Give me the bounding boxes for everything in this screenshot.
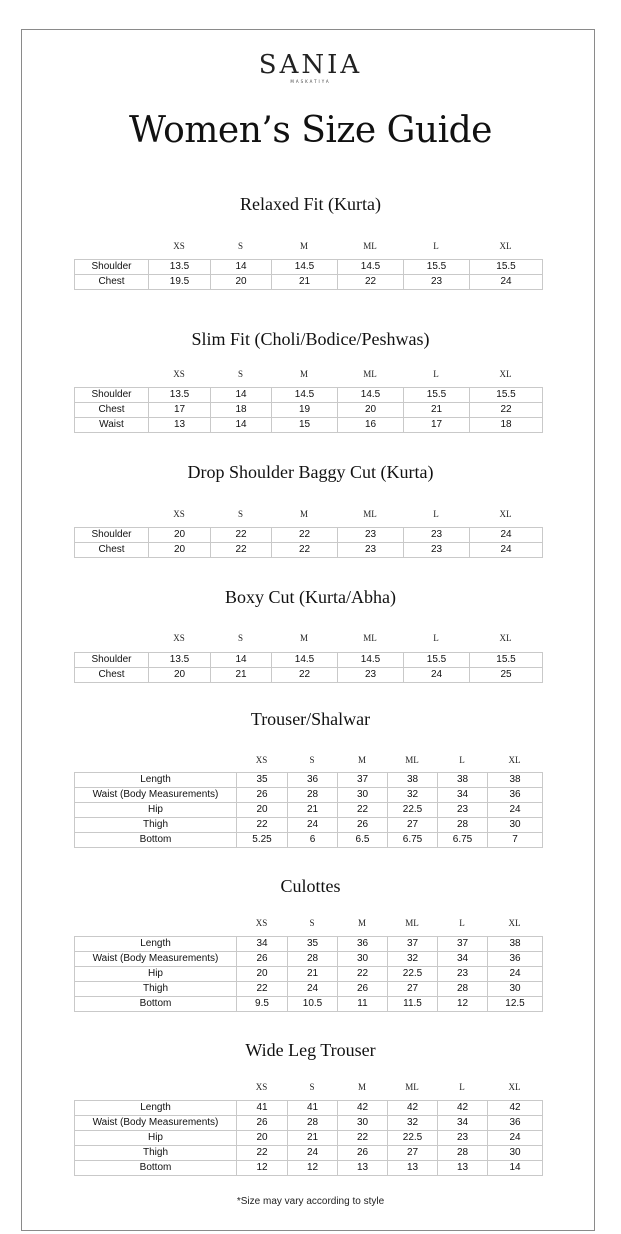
size-header: XL: [508, 755, 521, 765]
measurement-value: 23: [438, 1131, 488, 1146]
measurement-value: 22: [211, 528, 272, 543]
size-header: XS: [255, 918, 268, 928]
measurement-label: Bottom: [75, 997, 237, 1012]
measurement-value: 28: [438, 982, 488, 997]
measurement-value: 24: [404, 668, 470, 683]
measurement-value: 26: [237, 952, 288, 967]
measurement-value: 21: [404, 403, 470, 418]
measurement-value: 7: [488, 833, 543, 848]
size-header: S: [309, 1082, 315, 1092]
measurement-value: 14.5: [338, 260, 404, 275]
size-header: S: [237, 369, 243, 379]
measurement-value: 12: [438, 997, 488, 1012]
measurement-value: 26: [237, 1116, 288, 1131]
measurement-value: 22: [237, 1146, 288, 1161]
measurement-value: 28: [288, 1116, 338, 1131]
measurement-label: Waist (Body Measurements): [75, 788, 237, 803]
measurement-value: 15.5: [404, 388, 470, 403]
size-header: L: [459, 755, 465, 765]
size-header: L: [459, 918, 465, 928]
measurement-value: 20: [149, 543, 211, 558]
measurement-value: 30: [338, 952, 388, 967]
table-row: [75, 997, 543, 1012]
size-header: XS: [255, 1082, 268, 1092]
measurement-value: 22.5: [388, 803, 438, 818]
measurement-value: 14.5: [272, 653, 338, 668]
measurement-value: 22: [237, 982, 288, 997]
measurement-label: Hip: [75, 967, 237, 982]
measurement-value: 23: [338, 528, 404, 543]
measurement-value: 37: [388, 937, 438, 952]
size-header: ML: [363, 633, 377, 643]
measurement-value: 23: [404, 528, 470, 543]
measurement-value: 6.5: [338, 833, 388, 848]
table-row: [75, 388, 543, 403]
measurement-value: 13: [338, 1161, 388, 1176]
measurement-value: 23: [338, 668, 404, 683]
measurement-value: 24: [488, 967, 543, 982]
measurement-value: 38: [488, 773, 543, 788]
measurement-value: 15.5: [404, 653, 470, 668]
measurement-label: Chest: [75, 403, 149, 418]
measurement-value: 36: [288, 773, 338, 788]
measurement-value: 14: [211, 653, 272, 668]
measurement-value: 14.5: [338, 388, 404, 403]
section-title: Wide Leg Trouser: [245, 1040, 376, 1060]
measurement-value: 13: [388, 1161, 438, 1176]
measurement-value: 13: [438, 1161, 488, 1176]
size-header: M: [299, 369, 308, 379]
measurement-value: 26: [237, 788, 288, 803]
measurement-label: Waist (Body Measurements): [75, 1116, 237, 1131]
size-header: XS: [173, 633, 185, 643]
measurement-label: Length: [75, 937, 237, 952]
measurement-value: 24: [488, 1131, 543, 1146]
measurement-value: 38: [488, 937, 543, 952]
table-row: [75, 543, 543, 558]
measurement-value: 42: [438, 1101, 488, 1116]
measurement-table: [74, 259, 543, 290]
measurement-value: 21: [288, 803, 338, 818]
measurement-label: Waist: [75, 418, 149, 433]
measurement-label: Hip: [75, 803, 237, 818]
measurement-value: 38: [388, 773, 438, 788]
measurement-table: [74, 652, 543, 683]
measurement-value: 22: [338, 1131, 388, 1146]
table-row: [75, 1131, 543, 1146]
measurement-value: 13.5: [149, 260, 211, 275]
measurement-value: 20: [237, 803, 288, 818]
measurement-table: [74, 387, 543, 433]
measurement-value: 14.5: [272, 260, 338, 275]
measurement-value: 36: [488, 788, 543, 803]
measurement-value: 5.25: [237, 833, 288, 848]
size-header: ML: [363, 369, 377, 379]
size-header: ML: [363, 241, 377, 251]
measurement-value: 22.5: [388, 1131, 438, 1146]
measurement-value: 17: [149, 403, 211, 418]
measurement-value: 26: [338, 982, 388, 997]
table-row: [75, 952, 543, 967]
measurement-value: 16: [338, 418, 404, 433]
measurement-value: 13.5: [149, 388, 211, 403]
measurement-value: 30: [488, 982, 543, 997]
measurement-value: 23: [338, 543, 404, 558]
measurement-value: 18: [211, 403, 272, 418]
measurement-value: 25: [470, 668, 543, 683]
measurement-label: Bottom: [75, 833, 237, 848]
measurement-value: 12: [237, 1161, 288, 1176]
measurement-value: 22: [237, 818, 288, 833]
measurement-table: [74, 527, 543, 558]
measurement-value: 34: [237, 937, 288, 952]
measurement-value: 14.5: [272, 388, 338, 403]
footnote: *Size may vary according to style: [236, 1196, 385, 1207]
measurement-value: 32: [388, 952, 438, 967]
measurement-value: 6.75: [438, 833, 488, 848]
measurement-value: 35: [237, 773, 288, 788]
measurement-value: 42: [488, 1101, 543, 1116]
measurement-label: Hip: [75, 1131, 237, 1146]
measurement-label: Shoulder: [75, 260, 149, 275]
table-row: [75, 260, 543, 275]
size-header: L: [433, 633, 439, 643]
measurement-value: 21: [288, 1131, 338, 1146]
measurement-value: 35: [288, 937, 338, 952]
measurement-label: Thigh: [75, 818, 237, 833]
table-row: [75, 1116, 543, 1131]
size-header: S: [309, 755, 315, 765]
measurement-value: 26: [338, 1146, 388, 1161]
table-row: [75, 818, 543, 833]
measurement-table: [74, 936, 543, 1012]
size-header: XS: [173, 241, 185, 251]
measurement-value: 20: [237, 1131, 288, 1146]
measurement-value: 14: [211, 418, 272, 433]
size-header: S: [237, 241, 243, 251]
measurement-value: 11.5: [388, 997, 438, 1012]
measurement-value: 9.5: [237, 997, 288, 1012]
section-title: Drop Shoulder Baggy Cut (Kurta): [187, 462, 434, 482]
measurement-label: Thigh: [75, 982, 237, 997]
measurement-value: 24: [288, 818, 338, 833]
size-header: S: [309, 918, 315, 928]
measurement-value: 34: [438, 788, 488, 803]
measurement-value: 30: [338, 1116, 388, 1131]
measurement-value: 41: [288, 1101, 338, 1116]
size-header: ML: [405, 1082, 419, 1092]
measurement-value: 6.75: [388, 833, 438, 848]
measurement-value: 12.5: [488, 997, 543, 1012]
table-row: [75, 528, 543, 543]
measurement-value: 24: [470, 528, 543, 543]
measurement-value: 23: [404, 275, 470, 290]
section-title: Boxy Cut (Kurta/Abha): [225, 587, 396, 607]
size-header: XL: [508, 918, 521, 928]
measurement-value: 19.5: [149, 275, 211, 290]
page-title: Women’s Size Guide: [129, 110, 492, 151]
measurement-value: 21: [272, 275, 338, 290]
size-header: XL: [499, 369, 512, 379]
measurement-value: 14: [211, 388, 272, 403]
measurement-value: 20: [149, 528, 211, 543]
table-row: [75, 275, 543, 290]
measurement-value: 20: [237, 967, 288, 982]
measurement-value: 21: [211, 668, 272, 683]
size-header: L: [459, 1082, 465, 1092]
size-header: S: [237, 633, 243, 643]
measurement-label: Shoulder: [75, 388, 149, 403]
table-row: [75, 418, 543, 433]
measurement-value: 18: [470, 418, 543, 433]
measurement-label: Thigh: [75, 1146, 237, 1161]
measurement-value: 24: [470, 275, 543, 290]
measurement-value: 22: [211, 543, 272, 558]
table-row: [75, 403, 543, 418]
size-header: M: [357, 918, 366, 928]
measurement-value: 14: [488, 1161, 543, 1176]
measurement-value: 22: [470, 403, 543, 418]
measurement-value: 27: [388, 1146, 438, 1161]
measurement-table: [74, 1100, 543, 1176]
size-header: XL: [499, 633, 512, 643]
table-row: [75, 788, 543, 803]
measurement-value: 22: [272, 528, 338, 543]
measurement-value: 37: [338, 773, 388, 788]
section-title: Trouser/Shalwar: [250, 709, 371, 729]
measurement-value: 22: [338, 275, 404, 290]
measurement-label: Shoulder: [75, 528, 149, 543]
measurement-value: 24: [288, 1146, 338, 1161]
table-row: [75, 967, 543, 982]
measurement-value: 30: [488, 1146, 543, 1161]
measurement-value: 15.5: [470, 260, 543, 275]
measurement-value: 36: [488, 952, 543, 967]
measurement-value: 21: [288, 967, 338, 982]
measurement-value: 30: [338, 788, 388, 803]
measurement-value: 24: [288, 982, 338, 997]
section-title: Relaxed Fit (Kurta): [240, 194, 381, 214]
table-row: [75, 1101, 543, 1116]
size-header: ML: [405, 918, 419, 928]
measurement-value: 15: [272, 418, 338, 433]
measurement-value: 34: [438, 952, 488, 967]
section-title: Culottes: [280, 876, 341, 896]
measurement-value: 24: [488, 803, 543, 818]
measurement-value: 15.5: [470, 653, 543, 668]
measurement-value: 13.5: [149, 653, 211, 668]
measurement-label: Length: [75, 773, 237, 788]
table-row: [75, 668, 543, 683]
measurement-value: 10.5: [288, 997, 338, 1012]
measurement-value: 30: [488, 818, 543, 833]
measurement-value: 22: [338, 967, 388, 982]
size-header: L: [433, 241, 439, 251]
brand-subline: MASKATIYA: [290, 79, 331, 84]
measurement-label: Shoulder: [75, 653, 149, 668]
measurement-value: 23: [438, 967, 488, 982]
size-header: XS: [255, 755, 268, 765]
size-header: M: [357, 1082, 366, 1092]
table-row: [75, 1146, 543, 1161]
section-title: Slim Fit (Choli/Bodice/Peshwas): [191, 329, 430, 349]
measurement-value: 22: [272, 668, 338, 683]
table-row: [75, 937, 543, 952]
size-header: M: [299, 509, 308, 519]
brand-logo: SANIA: [258, 50, 363, 80]
table-row: [75, 982, 543, 997]
measurement-value: 6: [288, 833, 338, 848]
measurement-label: Chest: [75, 543, 149, 558]
measurement-value: 15.5: [404, 260, 470, 275]
measurement-value: 32: [388, 788, 438, 803]
measurement-value: 11: [338, 997, 388, 1012]
measurement-value: 22: [272, 543, 338, 558]
size-header: XL: [508, 1082, 521, 1092]
size-header: ML: [363, 509, 377, 519]
size-header: XL: [499, 241, 512, 251]
measurement-value: 27: [388, 818, 438, 833]
size-header: XL: [499, 509, 512, 519]
measurement-label: Waist (Body Measurements): [75, 952, 237, 967]
measurement-value: 41: [237, 1101, 288, 1116]
measurement-value: 42: [388, 1101, 438, 1116]
table-row: [75, 653, 543, 668]
measurement-value: 28: [288, 788, 338, 803]
size-header: XS: [173, 509, 185, 519]
measurement-label: Bottom: [75, 1161, 237, 1176]
size-header: M: [299, 241, 308, 251]
measurement-value: 20: [211, 275, 272, 290]
measurement-value: 27: [388, 982, 438, 997]
measurement-value: 28: [438, 1146, 488, 1161]
measurement-value: 22: [338, 803, 388, 818]
measurement-value: 22.5: [388, 967, 438, 982]
measurement-label: Length: [75, 1101, 237, 1116]
measurement-value: 34: [438, 1116, 488, 1131]
measurement-value: 37: [438, 937, 488, 952]
measurement-value: 14: [211, 260, 272, 275]
measurement-value: 19: [272, 403, 338, 418]
size-header: S: [237, 509, 243, 519]
measurement-value: 15.5: [470, 388, 543, 403]
table-row: [75, 833, 543, 848]
measurement-table: [74, 772, 543, 848]
table-row: [75, 773, 543, 788]
measurement-value: 20: [338, 403, 404, 418]
table-row: [75, 1161, 543, 1176]
measurement-value: 23: [438, 803, 488, 818]
measurement-value: 20: [149, 668, 211, 683]
measurement-value: 17: [404, 418, 470, 433]
size-header: M: [299, 633, 308, 643]
measurement-value: 12: [288, 1161, 338, 1176]
measurement-value: 36: [488, 1116, 543, 1131]
measurement-value: 13: [149, 418, 211, 433]
measurement-label: Chest: [75, 275, 149, 290]
measurement-value: 28: [288, 952, 338, 967]
measurement-value: 42: [338, 1101, 388, 1116]
measurement-value: 38: [438, 773, 488, 788]
measurement-value: 24: [470, 543, 543, 558]
measurement-label: Chest: [75, 668, 149, 683]
measurement-value: 32: [388, 1116, 438, 1131]
measurement-value: 14.5: [338, 653, 404, 668]
size-header: L: [433, 509, 439, 519]
size-header: L: [433, 369, 439, 379]
measurement-value: 28: [438, 818, 488, 833]
table-row: [75, 803, 543, 818]
measurement-value: 26: [338, 818, 388, 833]
size-header: M: [357, 755, 366, 765]
size-header: XS: [173, 369, 185, 379]
size-header: ML: [405, 755, 419, 765]
measurement-value: 23: [404, 543, 470, 558]
measurement-value: 36: [338, 937, 388, 952]
